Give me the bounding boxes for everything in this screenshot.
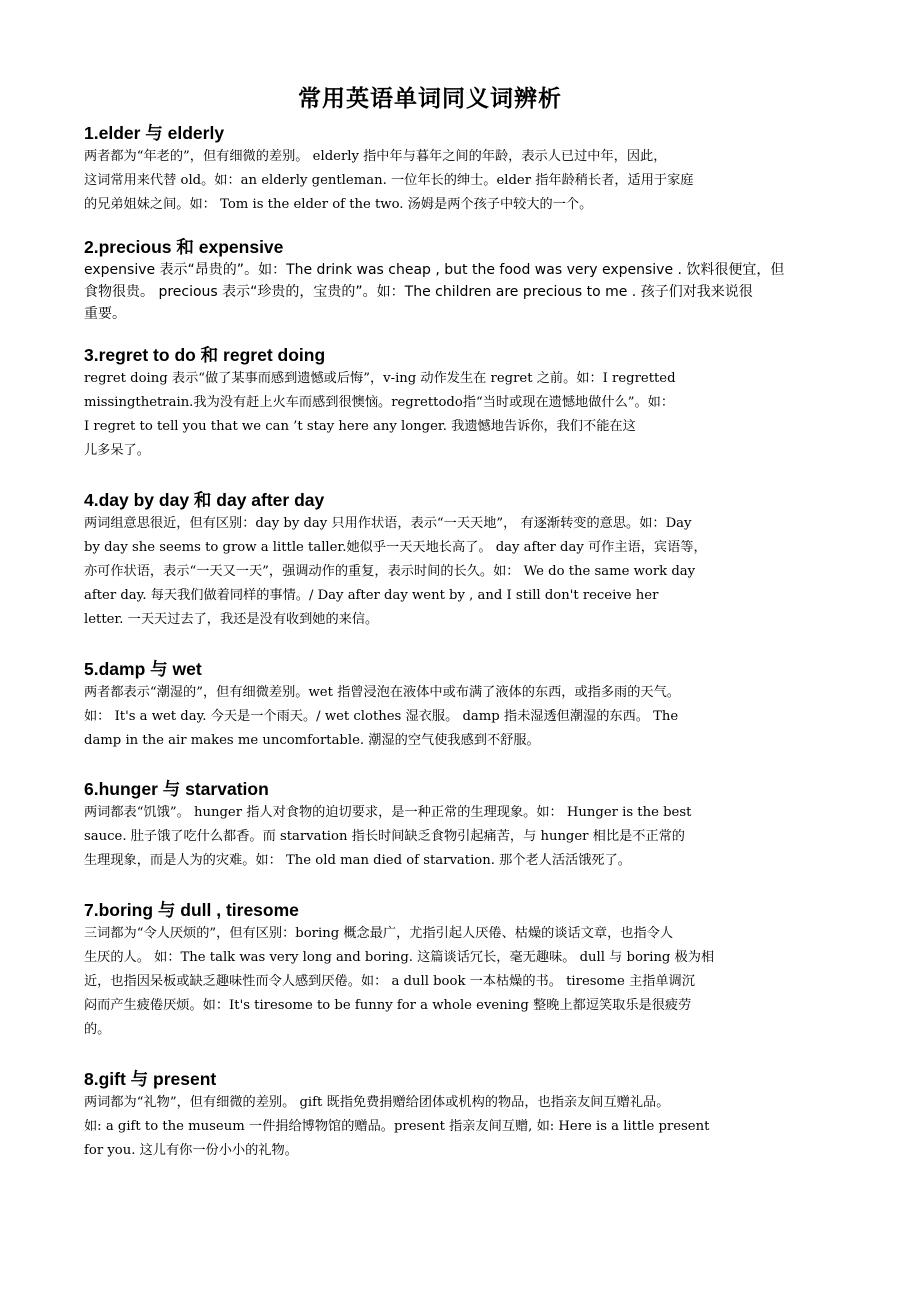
paragraph-line: 的。 — [84, 1022, 111, 1037]
paragraph-line: 三词都为“令人厌烦的”，但有区别：boring 概念最广，尤指引起人厌倦、枯燥的谈话文章，也指令人 — [84, 926, 674, 941]
paragraph-line: by day she seems to grow a little taller.她似乎一天天地长高了。 day after day 可作主语，宾语等， — [84, 540, 707, 555]
paragraph-line: 近，也指因呆板或缺乏趣味性而令人感到厌倦。如： a dull book 一本枯燥的书。 tiresome 主指单调沉 — [84, 974, 695, 989]
section-heading: 2.precious 和 expensive — [84, 237, 284, 257]
section-heading: 6.hunger 与 starvation — [84, 779, 269, 799]
section-precious-expensive — [84, 235, 874, 325]
paragraph-line: letter. 一天天过去了，我还是没有收到她的来信。 — [84, 612, 379, 627]
page-title: 常用英语单词同义词辨析 — [298, 86, 562, 112]
paragraph-line: sauce. 肚子饿了吃什么都香。而 starvation 指长时间缺乏食物引起痛苦，与 hunger 相比是不正常的 — [84, 829, 685, 844]
paragraph-line: missingthetrain.我为没有赶上火车而感到很懊恼。regrettodo指“当时或现在遗憾地做什么”。如： — [84, 395, 675, 410]
paragraph-line: I regret to tell you that we can ’t stay here any longer. 我遗憾地告诉你，我们不能在这 — [84, 419, 636, 434]
paragraph-line: expensive 表示“昂贵的”。如：The drink was cheap , but the food was very expensive . 饮料很便宜，但 — [84, 262, 785, 278]
paragraph-line: after day. 每天我们做着同样的事情。/ Day after day went by , and I still don't receive her — [84, 588, 659, 603]
paragraph-line: 两词组意思很近，但有区别：day by day 只用作状语，表示“一天天地”， 有逐渐转变的意思。如：Day — [84, 516, 692, 531]
paragraph-line: 两词都表“饥饿”。 hunger 指人对食物的迫切要求，是一种正常的生理现象。如： Hunger is the best — [84, 805, 692, 820]
paragraph-line: 重要。 — [84, 306, 126, 322]
section-heading: 1.elder 与 elderly — [84, 123, 225, 143]
paragraph-line: 亦可作状语，表示“一天又一天”，强调动作的重复，表示时间的长久。如： We do the same work day — [84, 564, 696, 579]
section-heading: 3.regret to do 和 regret doing — [84, 345, 326, 365]
paragraph-line: damp in the air makes me uncomfortable. 潮湿的空气使我感到不舒服。 — [84, 733, 540, 748]
paragraph-line: 两者都表示“潮湿的”，但有细微差别。wet 指曾浸泡在液体中或布满了液体的东西，或指多雨的天气。 — [84, 685, 680, 700]
section-heading: 7.boring 与 dull , tiresome — [84, 900, 299, 920]
paragraph-line: 食物很贵。 precious 表示“珍贵的，宝贵的”。如：The children are precious to me . 孩子们对我来说很 — [84, 284, 753, 300]
paragraph-line: 的兄弟姐妹之间。如： Tom is the elder of the two. 汤姆是两个孩子中较大的一个。 — [84, 197, 593, 212]
paragraph-line: 两者都为“年老的”，但有细微的差别。 elderly 指中年与暮年之间的年龄，表示人已过中年，因此， — [84, 149, 667, 164]
paragraph-line: for you. 这儿有你一份小小的礼物。 — [84, 1143, 298, 1158]
paragraph-line: 儿多呆了。 — [84, 443, 150, 458]
section-elder-elderly — [84, 121, 874, 217]
paragraph-line: 如: a gift to the museum 一件捐给博物馆的赠品。present 指亲友间互赠, 如: Here is a little present — [84, 1119, 710, 1134]
section-gift-present — [84, 1067, 874, 1163]
section-heading: 8.gift 与 present — [84, 1069, 217, 1089]
paragraph-line: regret doing 表示“做了某事而感到遗憾或后悔”，v-ing 动作发生在 regret 之前。如：I regretted — [84, 371, 676, 386]
section-heading: 4.day by day 和 day after day — [84, 490, 325, 510]
section-day-by-day — [84, 488, 874, 632]
paragraph-line: 如： It's a wet day. 今天是一个雨天。/ wet clothes 湿衣服。 damp 指未湿透但潮湿的东西。 The — [84, 709, 679, 724]
paragraph-line: 闷而产生疲倦厌烦。如：It's tiresome to be funny for a whole evening 整晚上都逗笑取乐是很疲劳 — [84, 998, 692, 1013]
section-hunger-starvation — [84, 777, 874, 873]
section-damp-wet — [84, 657, 874, 753]
paragraph-line: 生理现象，而是人为的灾难。如： The old man died of starvation. 那个老人活活饿死了。 — [84, 853, 631, 868]
section-heading: 5.damp 与 wet — [84, 659, 202, 679]
paragraph-line: 两词都为“礼物”，但有细微的差别。 gift 既指免费捐赠给团体或机构的物品，也指亲友间互赠礼品。 — [84, 1095, 670, 1110]
section-regret — [84, 343, 874, 463]
paragraph-line: 这词常用来代替 old。如：an elderly gentleman. 一位年长的绅士。elder 指年龄稍长者，适用于家庭 — [84, 173, 694, 188]
paragraph-line: 生厌的人。 如：The talk was very long and boring. 这篇谈话冗长，毫无趣味。 dull 与 boring 极为相 — [84, 950, 715, 965]
section-boring-dull — [84, 898, 874, 1042]
